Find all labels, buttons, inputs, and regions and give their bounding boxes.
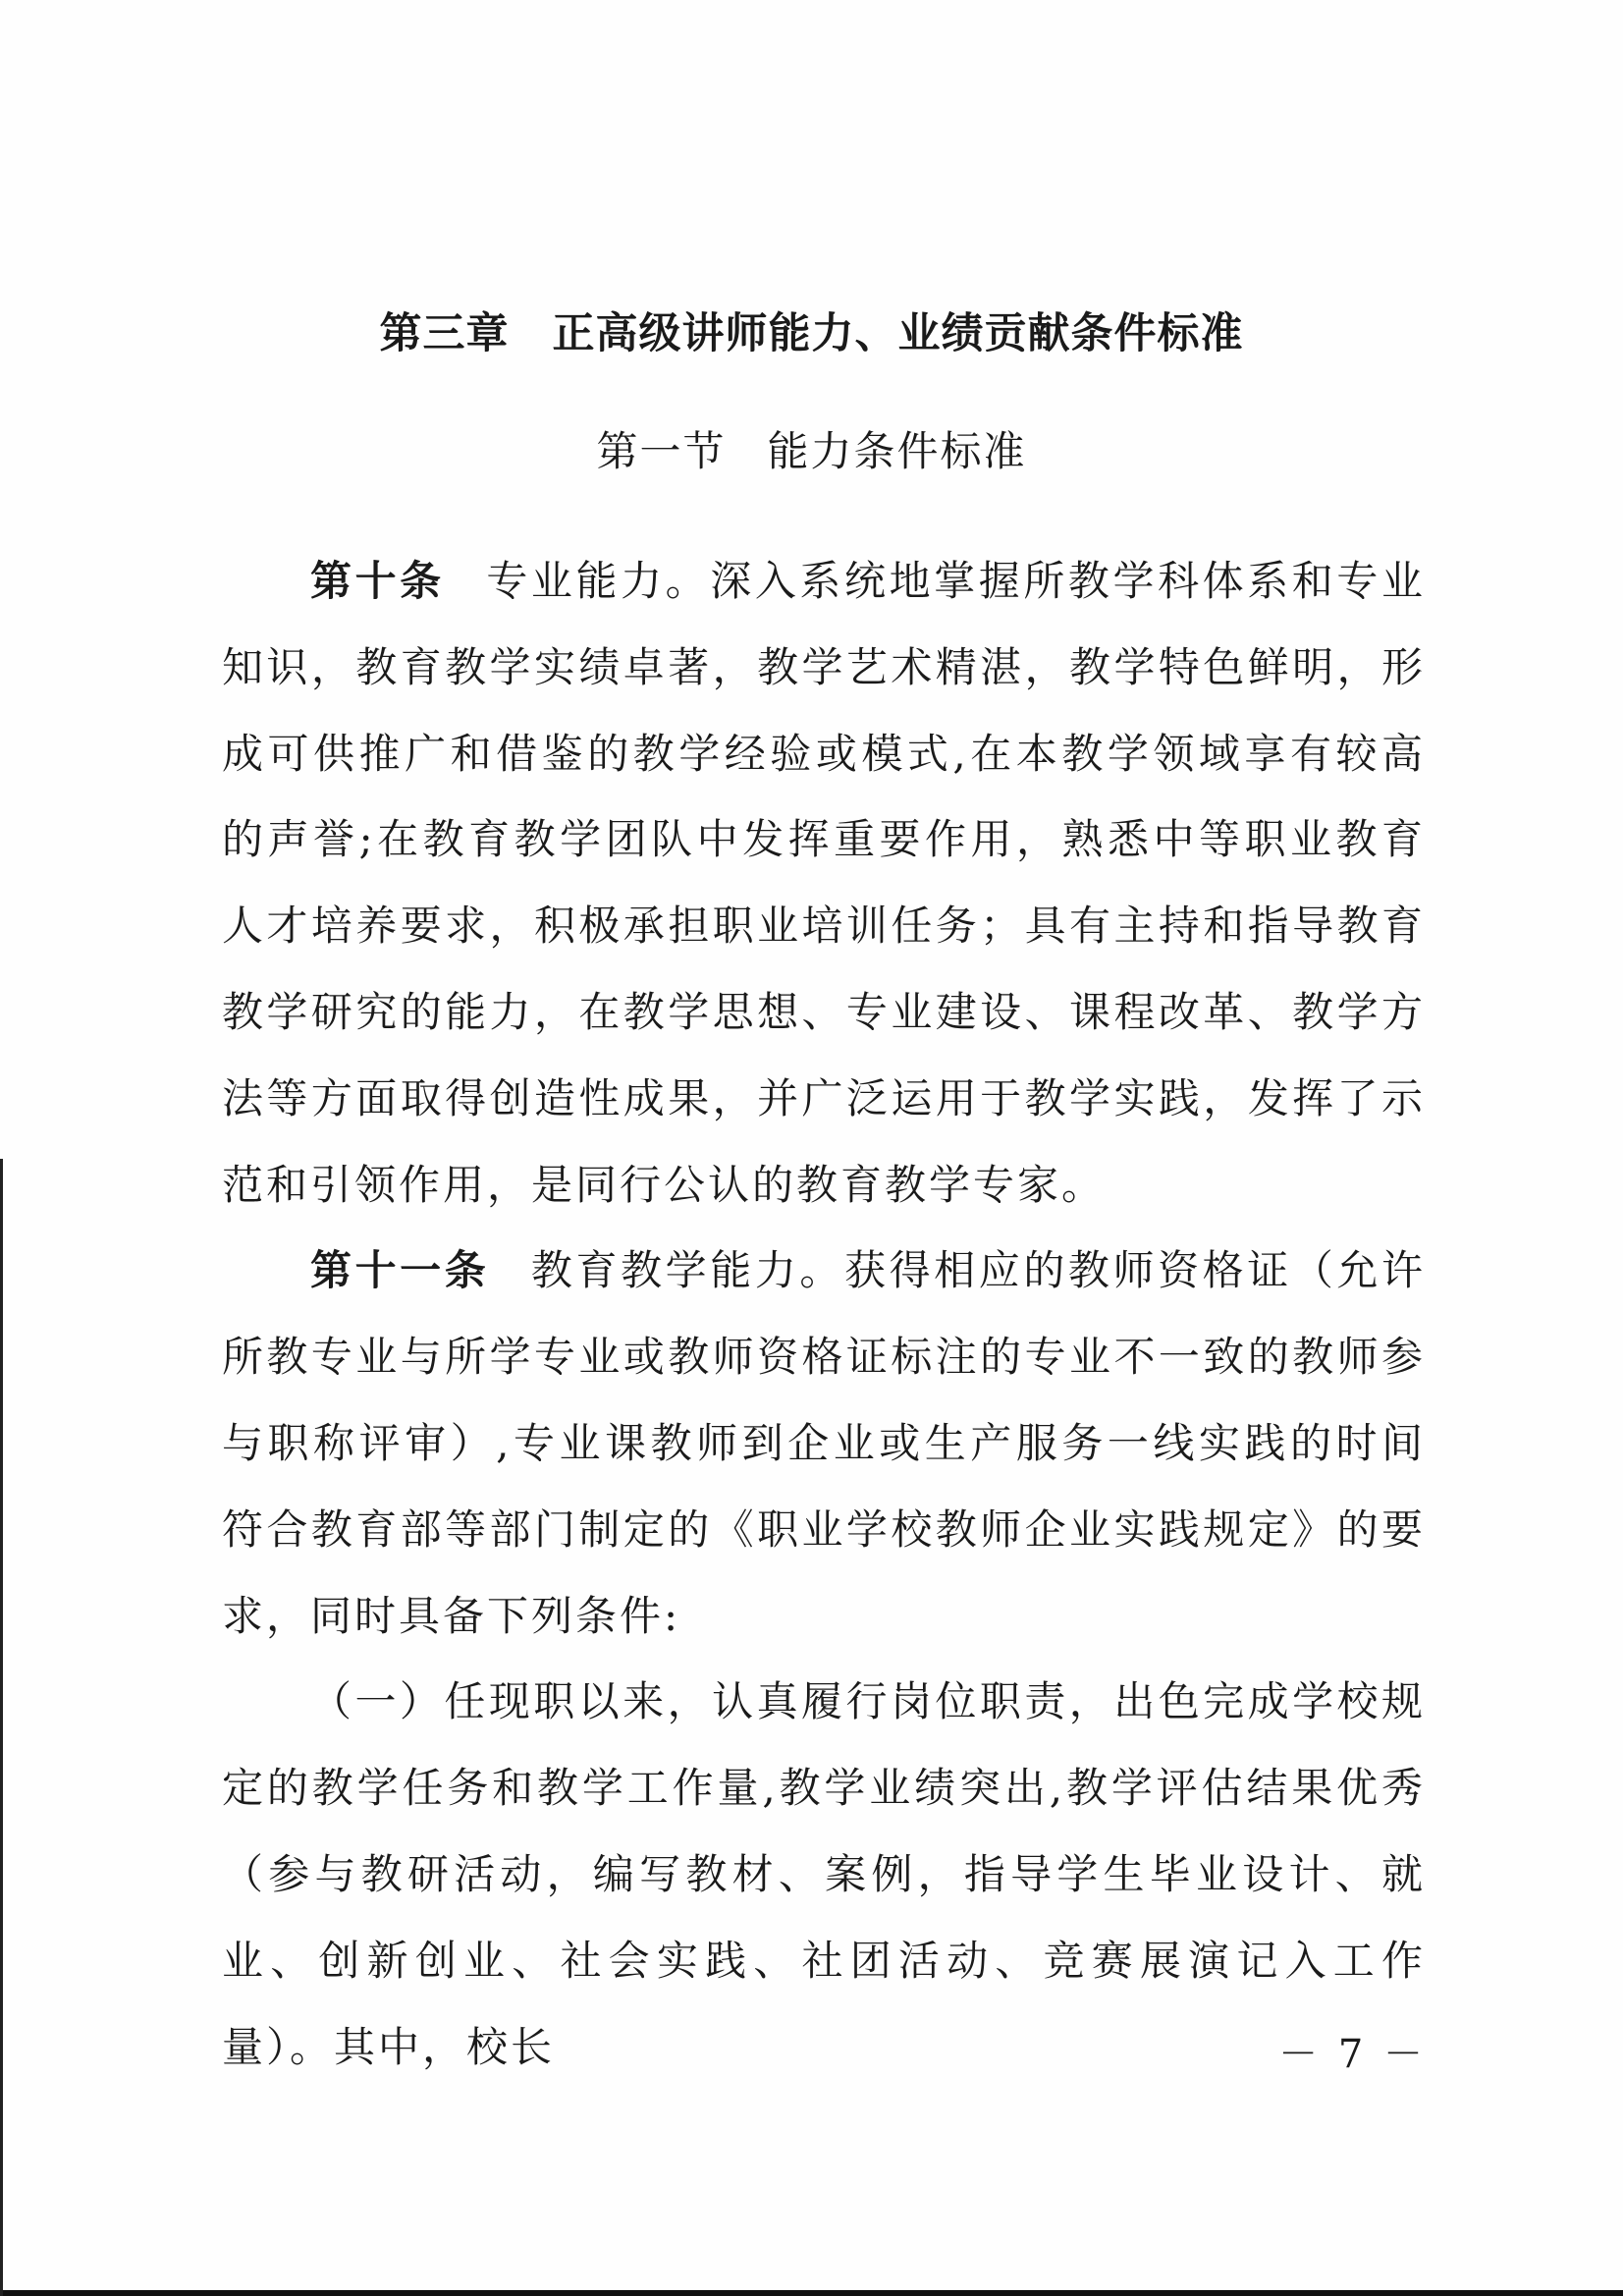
section-name: 能力条件标准 <box>767 427 1027 475</box>
chapter-title: 第三章 正高级讲师能力、业绩贡献条件标准 <box>379 309 1244 358</box>
page-number: － 7 － <box>1278 2032 1427 2077</box>
clause-paragraph <box>222 1659 1426 2090</box>
article-number: 第十一条 <box>310 1246 490 1295</box>
article-text: 专业能力。深入系统地掌握所教学科体系和专业知识，教育教学实绩卓著，教学艺术精湛，教学特色鲜明，形成可供推广和借鉴的教学经验或模式,在本教学领域享有较高的声誉;在教育教学团队中发挥重要作用，熟悉中等职业教育人才培养要求，积极承担职业培训任务；具有主持和指导教育教学研究的能力，在教学思想、专业建设、课程改革、教学方法等方面取得创造性成果，并广泛运用于教学实践，发挥了示范和引领作用，是同行公认的教育教学专家。 <box>222 557 1426 1209</box>
article-paragraph <box>222 1228 1426 1659</box>
article-text: 教育教学能力。获得相应的教师资格证（允许所教专业与所学专业或教师资格证标注的专业不一致的教师参与职称评审）,专业课教师到企业或生产服务一线实践的时间符合教育部等部门制定的《职业学校教师企业实践规定》的要求，同时具备下列条件: <box>222 1246 1426 1640</box>
section-title <box>0 420 1623 483</box>
scan-left-edge <box>0 1159 3 2296</box>
article-number: 第十条 <box>310 557 445 605</box>
document-body <box>222 538 1426 2090</box>
section-number: 第一节 <box>596 427 727 475</box>
article-paragraph <box>222 538 1426 1228</box>
scan-bottom-edge <box>0 2290 1623 2296</box>
clause-text: （一）任现职以来，认真履行岗位职责，出色完成学校规定的教学任务和教学工作量,教学业绩突出,教学评估结果优秀（参与教研活动，编写教材、案例，指导学生毕业设计、就业、创新创业、社会实践、社团活动、竞赛展演记入工作量）。其中，校长 <box>222 1677 1426 2071</box>
